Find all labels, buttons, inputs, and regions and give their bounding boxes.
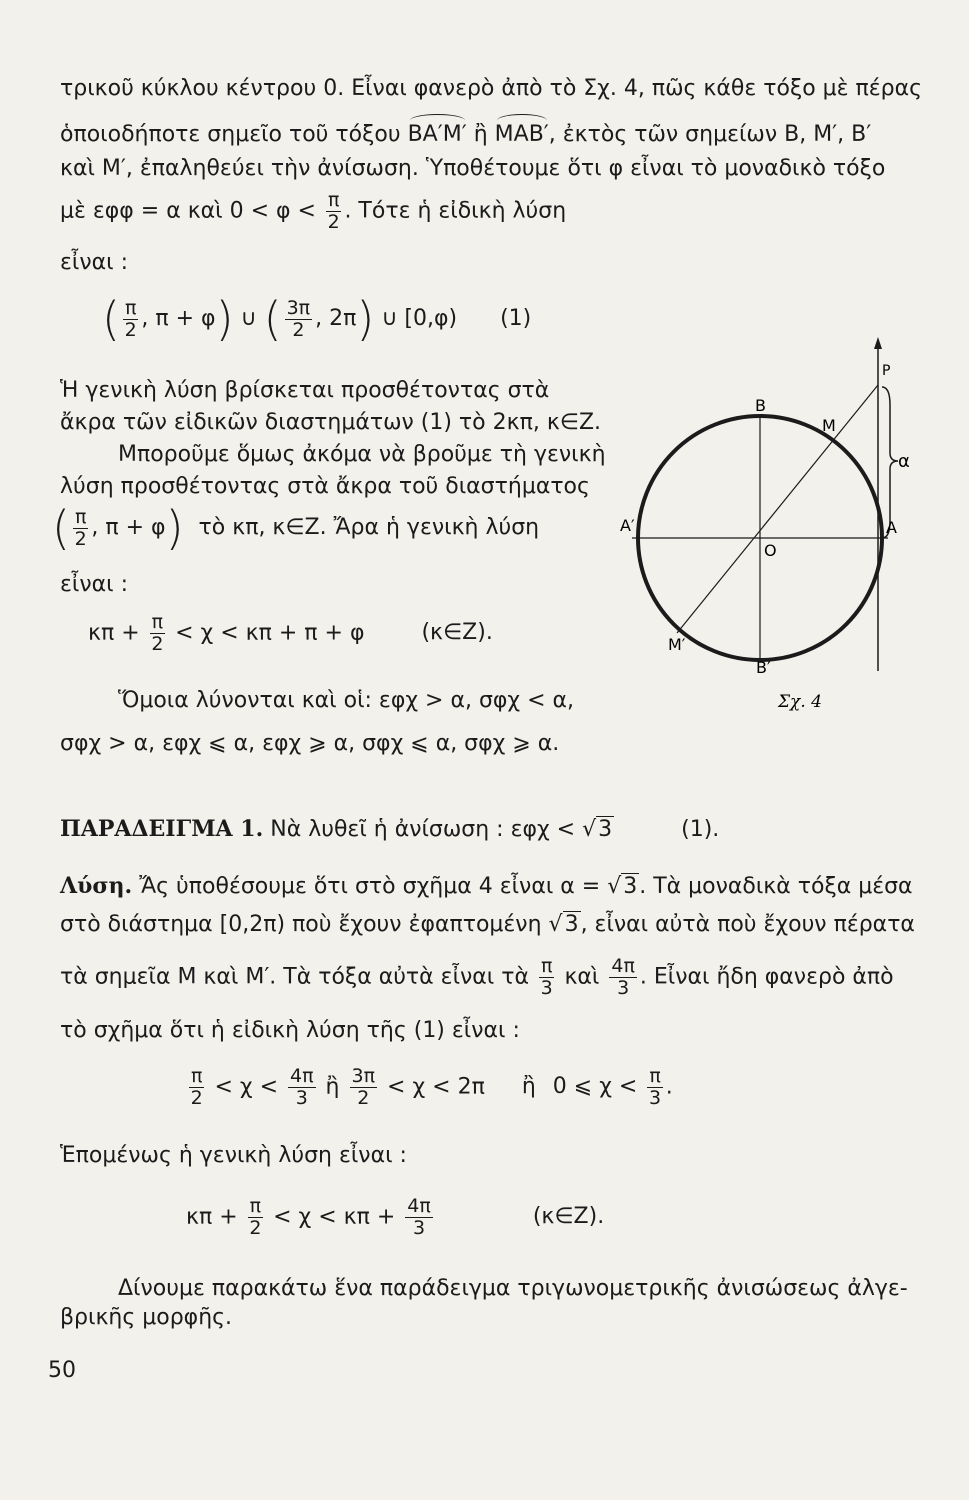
label-A: A [886, 518, 897, 537]
text-fragment: , ἐκτὸς τῶν σημείων Β, Μ′, Β′ [548, 122, 872, 147]
page-number: 50 [48, 1358, 76, 1383]
label-alpha: α [898, 451, 910, 472]
text-line: σφχ > α, εφχ ⩽ α, εφχ ⩾ α, σφχ ⩽ α, σφχ ⩾ α. [60, 731, 560, 756]
text-line: τρικοῦ κύκλου κέντρου 0. Εἶναι φανερὸ ἀπὸ τὸ Σχ. 4, πῶς κάθε τόξο μὲ πέρας [60, 76, 923, 101]
text-line: Λύση. Ἄς ὑποθέσουμε ὅτι στὸ σχῆμα 4 εἶναι α = √3. Τὰ μοναδικὰ τόξα μέσα [60, 873, 913, 899]
figure-caption: Σχ. 4 [778, 692, 822, 712]
text-line: Δίνουμε παρακάτω ἕνα παράδειγμα τριγωνομετρικῆς ἀνισώσεως ἀλγε- [118, 1276, 908, 1301]
arc-label: ΒΑ′Μ′ [407, 122, 467, 147]
text-line: βρικῆς μορφῆς. [60, 1305, 233, 1330]
text-line: Ὅμοια λύνονται καὶ οἱ: εφχ > α, σφχ < α, [118, 688, 575, 713]
label-O: O [764, 541, 777, 560]
text-line: λύση προσθέτοντας στὰ ἄκρα τοῦ διαστήματος [60, 474, 590, 499]
label-M-prime: M′ [668, 635, 686, 654]
text-line: Ἡ γενικὴ λύση βρίσκεται προσθέτοντας στὰ [60, 378, 550, 403]
fraction: $\frac{\pi}{2}$ [327, 189, 340, 233]
text-fragment: ἢ [473, 122, 488, 147]
label-B-prime: B′ [756, 658, 771, 677]
formula-special: $\frac{\pi}{2}$ < χ < $\frac{4\pi}{3}$ ἢ $\frac{3\pi}{2}$ < χ < 2π ἢ 0 ⩽ χ < $\frac{\pi}{3}$ . [190, 1065, 673, 1109]
alpha-brace [882, 387, 898, 538]
text-line: εἶναι : [60, 572, 128, 597]
text-fragment: μὲ εφφ = α καὶ 0 < φ < [60, 198, 316, 224]
unit-circle-figure [610, 335, 930, 715]
text-fragment: . Τότε ἡ εἰδικὴ λύση [344, 198, 567, 224]
line-mprime-to-p [677, 385, 878, 633]
arrow-icon [874, 337, 882, 349]
arc-label: ΜΑΒ′ [494, 122, 549, 147]
example-title-line: ΠΑΡΑΔΕΙΓΜΑ 1. Νὰ λυθεῖ ἡ ἀνίσωση : εφχ < √3 (1). [60, 816, 720, 842]
text-line: εἶναι : [60, 250, 128, 275]
text-line: Μποροῦμε ὅμως ἀκόμα νὰ βροῦμε τὴ γενικὴ [118, 442, 606, 467]
formula-1: ( $\frac{\pi}{2}$ , π + φ) ∪ ( $\frac{3\pi}{2}$ , 2π) ∪ [0,φ) (1) [102, 292, 532, 346]
label-B: B [755, 396, 766, 415]
text-line [60, 190, 566, 233]
label-P: P [882, 363, 891, 379]
text-line: ἄκρα τῶν εἰδικῶν διαστημάτων (1) τὸ 2κπ, κ∈Z. [60, 410, 602, 435]
equation-number: (1) [500, 306, 532, 331]
text-line: ( $\frac{\pi}{2}$ , π + φ) τὸ κπ, κ∈Z. Ἄρα ἡ γενικὴ λύση [52, 501, 540, 555]
label-A-prime: A′ [620, 516, 635, 535]
solution-label: Λύση. [60, 873, 133, 899]
text-fragment: ὁποιοδήποτε σημεῖο τοῦ τόξου [60, 122, 401, 147]
text-line: καὶ Μ′, ἐπαληθεύει τὴν ἀνίσωση. Ὑποθέτουμε ὅτι φ εἶναι τὸ μοναδικὸ τόξο [60, 156, 886, 181]
example-title: ΠΑΡΑΔΕΙΓΜΑ 1. [60, 816, 264, 842]
text-line: Ἑπομένως ἡ γενικὴ λύση εἶναι : [60, 1143, 407, 1168]
label-M: M [822, 416, 836, 435]
text-line: στὸ διάστημα [0,2π) ποὺ ἔχουν ἐφαπτομένη √3, εἶναι αὐτὰ ποὺ ἔχουν πέρατα [60, 912, 915, 937]
text-line: τὰ σημεῖα Μ καὶ Μ′. Τὰ τόξα αὐτὰ εἶναι τὰ $\frac{\pi}{3}$ καὶ $\frac{4\pi}{3}$ . Εἶναι ἤδη φανερὸ ἀπὸ [60, 955, 894, 999]
formula-general: κπ + $\frac{\pi}{2}$ < χ < κπ + π + φ (κ∈Z). [88, 611, 493, 655]
text-line [60, 124, 871, 146]
formula-general-2: κπ + $\frac{\pi}{2}$ < χ < κπ + $\frac{4\pi}{3}$ (κ∈Z). [186, 1195, 605, 1239]
text-line: τὸ σχῆμα ὅτι ἡ εἰδικὴ λύση τῆς (1) εἶναι : [60, 1018, 520, 1043]
